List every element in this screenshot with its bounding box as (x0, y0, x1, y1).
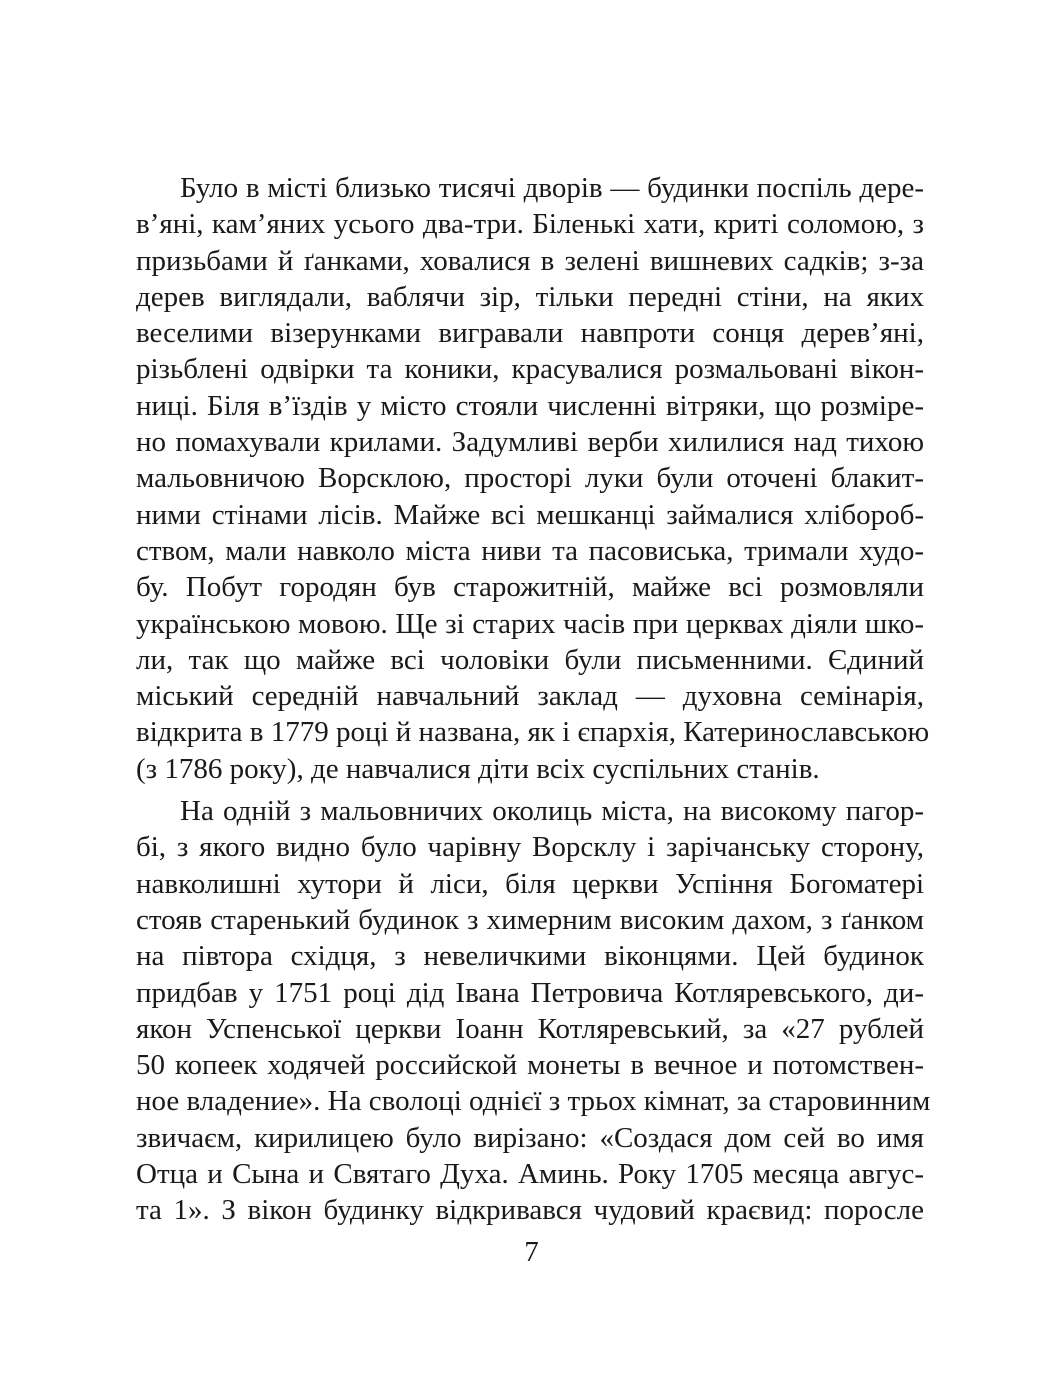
text-line: відкрита в 1779 році й названа, як і єпархія, Катеринославською (136, 716, 930, 749)
text-line: ством, мали навколо міста ниви та пасовиська, тримали худо- (136, 534, 924, 567)
text-line: (з 1786 року), де навчалися діти всіх суспільних станів. (136, 752, 820, 785)
text-line: веселими візерунками вигравали навпроти сонця дерев’яні, (136, 317, 924, 350)
text-line: придбав у 1751 році дід Івана Петровича Котляревського, ди- (136, 976, 924, 1009)
text-line: в’яні, кам’яних усього два-три. Біленькі хати, криті соломою, з (136, 208, 924, 241)
text-line: но помахували крилами. Задумливі верби хилилися над тихою (136, 426, 924, 459)
text-line: призьбами й ґанками, ховалися в зелені вишневих садків; з-за (136, 244, 924, 277)
text-line: 50 копеек ходячей российской монеты в вечное и потомствен- (136, 1049, 924, 1082)
text-line: навколишні хутори й ліси, біля церкви Успіння Богоматері (136, 867, 924, 900)
text-line: різьблені одвірки та коники, красувалися розмальовані вікон- (136, 353, 924, 386)
text-line: на півтора східця, з невеличкими віконцями. Цей будинок (136, 940, 924, 973)
text-line: якон Успенської церкви Іоанн Котляревський, за «27 рублей (136, 1012, 924, 1045)
text-line: ниці. Біля в’їздів у місто стояли численні вітряки, що розміре- (136, 389, 924, 422)
text-line: бі, з якого видно було чарівну Ворсклу і зарічанську сторону, (136, 831, 924, 864)
text-line: ли, так що майже всі чоловіки були письменними. Єдиний (136, 643, 924, 676)
text-line: На одній з мальовничих околиць міста, на високому пагор- (180, 795, 924, 828)
text-line: звичаєм, кирилицею було вирізано: «Создася дом сей во имя (136, 1121, 924, 1154)
text-line: мальовничою Ворсклою, просторі луки були оточені блакит- (136, 462, 924, 495)
page-number: 7 (524, 1236, 539, 1268)
text-line: українською мовою. Ще зі старих часів при церквах діяли шко- (136, 607, 924, 640)
text-line: ное владение». На сволоці однієї з трьох кімнат, за старовинним (136, 1085, 931, 1118)
paragraph-2 (136, 793, 931, 1229)
text-line: бу. Побут городян був старожитній, майже всі розмовляли (136, 571, 924, 604)
text-line: ними стінами лісів. Майже всі мешканці займалися хлібороб- (136, 498, 924, 531)
paragraph-1 (136, 170, 930, 787)
text-line: міський середній навчальний заклад — духовна семінарія, (136, 680, 924, 713)
text-line: дерев виглядали, ваблячи зір, тільки передні стіни, на яких (136, 280, 924, 313)
text-line: Отца и Сына и Святаго Духа. Аминь. Року 1705 месяца авгус- (136, 1158, 924, 1191)
text-line: та 1». З вікон будинку відкривався чудовий краєвид: поросле (136, 1194, 924, 1227)
text-line: стояв старенький будинок з химерним високим дахом, з ґанком (136, 903, 924, 936)
text-line: Було в місті близько тисячі дворів — будинки поспіль дере- (180, 172, 924, 204)
body-text (136, 170, 931, 1229)
